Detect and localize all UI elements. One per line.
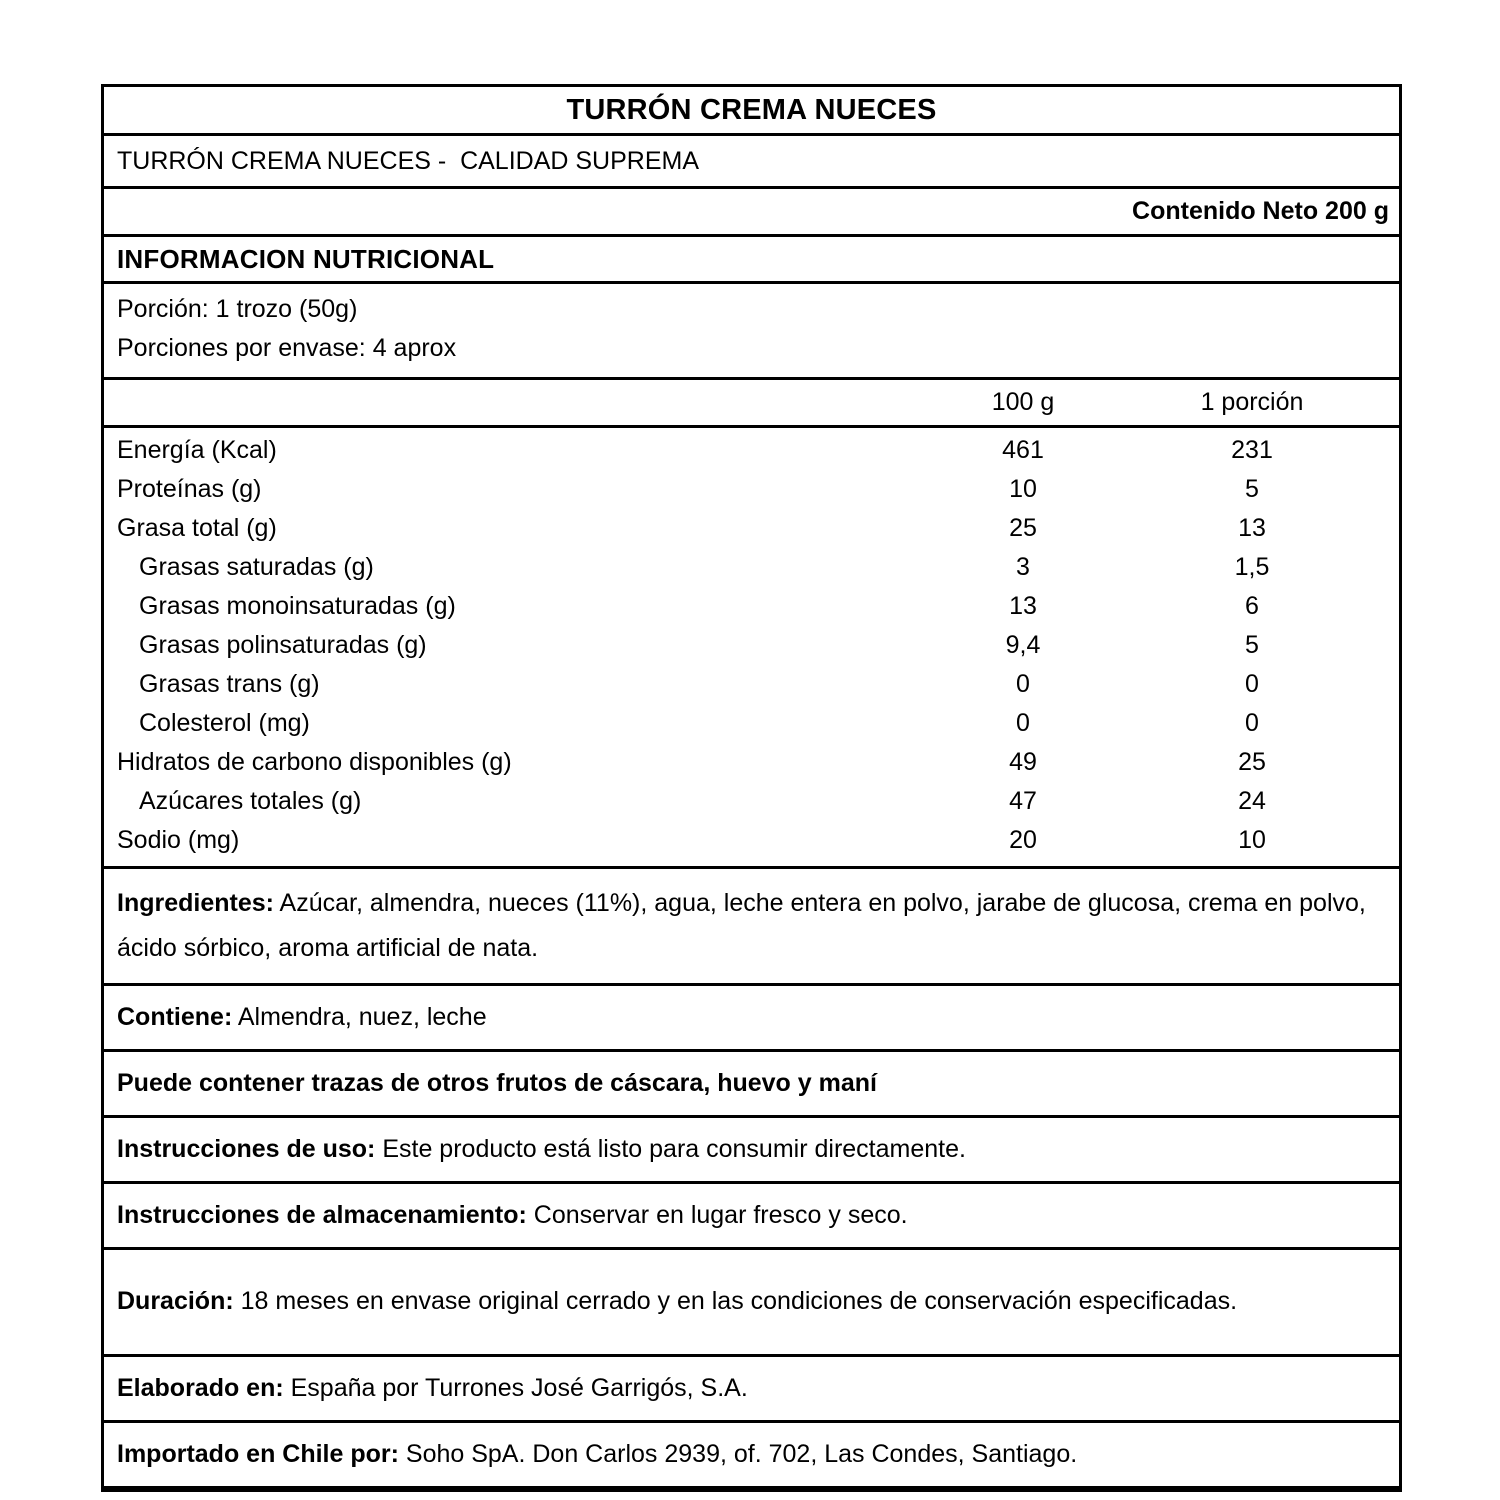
nutrition-table-body: [104, 428, 1399, 869]
importer-value: Soho SpA. Don Carlos 2939, of. 702, Las Condes, Santiago.: [398, 1440, 1078, 1468]
ingredients-label: Ingredientes:: [117, 889, 274, 917]
per-portion-column-header: 1 porción: [1200, 388, 1304, 416]
contains-value: Almendra, nuez, leche: [232, 1003, 487, 1031]
made-in-row: [104, 1357, 1399, 1423]
nutrition-table-row: [117, 470, 1386, 509]
nutrient-value-per-100g: 10: [1009, 475, 1037, 503]
nutrient-value-per-100g: 0: [1016, 709, 1030, 737]
nutrition-table-row: [117, 626, 1386, 665]
nutrient-name: Energía (Kcal): [117, 436, 277, 464]
nutrient-name: Grasas trans (g): [139, 670, 320, 698]
nutrition-table-row: [117, 665, 1386, 704]
nutrition-table-row: [117, 743, 1386, 782]
nutrient-name: Proteínas (g): [117, 475, 262, 503]
nutrient-value-per-portion: 24: [1238, 787, 1266, 815]
net-content-value: Contenido Neto 200 g: [1132, 197, 1389, 225]
nutrient-value-per-100g: 25: [1009, 514, 1037, 542]
nutrition-table-row: [117, 704, 1386, 743]
nutrient-value-per-portion: 0: [1245, 670, 1259, 698]
traces-warning-row: [104, 1052, 1399, 1118]
nutrient-value-per-100g: 13: [1009, 592, 1037, 620]
ingredients-row: [104, 869, 1399, 986]
nutrient-value-per-portion: 0: [1245, 709, 1259, 737]
contains-row: [104, 986, 1399, 1052]
nutrient-name: Grasas monoinsaturadas (g): [139, 592, 456, 620]
nutrient-name: Grasas polinsaturadas (g): [139, 631, 427, 659]
importer-text: [117, 1437, 1386, 1471]
contains-text: [117, 1000, 1386, 1034]
nutrient-name: Sodio (mg): [117, 826, 240, 854]
storage-instructions-label: Instrucciones de almacenamiento:: [117, 1201, 527, 1229]
product-title-row: [104, 87, 1399, 136]
usage-instructions-value: Este producto está listo para consumir directamente.: [375, 1135, 966, 1163]
nutrient-value-per-100g: 47: [1009, 787, 1037, 815]
made-in-label: Elaborado en:: [117, 1374, 284, 1402]
nutrient-value-per-portion: 231: [1231, 436, 1273, 464]
nutrient-value-per-portion: 1,5: [1234, 553, 1270, 581]
made-in-text: [117, 1371, 1386, 1405]
nutrition-heading-row: [104, 237, 1399, 284]
nutrient-value-per-100g: 3: [1016, 553, 1030, 581]
nutrient-value-per-100g: 49: [1009, 748, 1037, 776]
net-content-row: [104, 189, 1399, 237]
nutrient-name: Azúcares totales (g): [139, 787, 362, 815]
made-in-value: España por Turrones José Garrigós, S.A.: [283, 1374, 748, 1402]
nutrition-heading: INFORMACION NUTRICIONAL: [117, 243, 495, 274]
nutrient-value-per-100g: 461: [1002, 436, 1044, 464]
duration-label: Duración:: [117, 1287, 234, 1315]
nutrient-value-per-portion: 25: [1238, 748, 1266, 776]
product-subtitle: TURRÓN CREMA NUECES - CALIDAD SUPREMA: [117, 146, 700, 175]
nutrition-table-row: [117, 821, 1386, 860]
nutrient-value-per-100g: 9,4: [1005, 631, 1041, 659]
nutrition-table-row: [117, 587, 1386, 626]
nutrient-value-per-portion: 5: [1245, 475, 1259, 503]
nutrition-table-row: [117, 509, 1386, 548]
usage-instructions-text: [117, 1132, 1386, 1166]
usage-instructions-row: [104, 1118, 1399, 1184]
nutrition-table-row: [117, 431, 1386, 470]
ingredients-text: [117, 881, 1386, 971]
usage-instructions-label: Instrucciones de uso:: [117, 1135, 376, 1163]
nutrient-name: Grasas saturadas (g): [139, 553, 374, 581]
duration-text: [117, 1279, 1386, 1324]
nutrient-value-per-100g: 0: [1016, 670, 1030, 698]
ingredients-value: Azúcar, almendra, nueces (11%), agua, leche entera en polvo, jarabe de glucosa, crema en polvo, ácido sórbico, aroma artificial de nata.: [117, 889, 1373, 962]
storage-instructions-text: [117, 1198, 1386, 1232]
nutrition-table-row: [117, 782, 1386, 821]
per-100g-column-header: 100 g: [991, 388, 1055, 416]
nutrition-table-row: [117, 548, 1386, 587]
page-title: TURRÓN CREMA NUECES: [566, 93, 937, 126]
nutrient-value-per-100g: 20: [1009, 826, 1037, 854]
nutrient-name: Grasa total (g): [117, 514, 277, 542]
nutrient-value-per-portion: 13: [1238, 514, 1266, 542]
storage-instructions-row: [104, 1184, 1399, 1250]
contains-label: Contiene:: [117, 1003, 233, 1031]
importer-row: [104, 1423, 1399, 1489]
importer-label: Importado en Chile por:: [117, 1440, 399, 1468]
portion-info-row: [104, 284, 1399, 380]
nutrient-value-per-portion: 5: [1245, 631, 1259, 659]
nutrient-value-per-portion: 10: [1238, 826, 1266, 854]
nutrient-name: Colesterol (mg): [139, 709, 310, 737]
traces-warning-text: Puede contener trazas de otros frutos de cáscara, huevo y maní: [117, 1069, 877, 1097]
duration-value: 18 meses en envase original cerrado y en las condiciones de conservación especificadas.: [233, 1287, 1238, 1315]
storage-instructions-value: Conservar en lugar fresco y seco.: [526, 1201, 908, 1229]
portion-size: Porción: 1 trozo (50g): [117, 295, 358, 323]
portions-per-package: Porciones por envase: 4 aprox: [117, 334, 457, 362]
nutrient-value-per-portion: 6: [1245, 592, 1259, 620]
duration-row: [104, 1250, 1399, 1357]
nutrition-label-panel: [101, 84, 1402, 1492]
nutrient-name: Hidratos de carbono disponibles (g): [117, 748, 512, 776]
product-subtitle-row: [104, 136, 1399, 189]
nutrition-table-header: [104, 380, 1399, 428]
